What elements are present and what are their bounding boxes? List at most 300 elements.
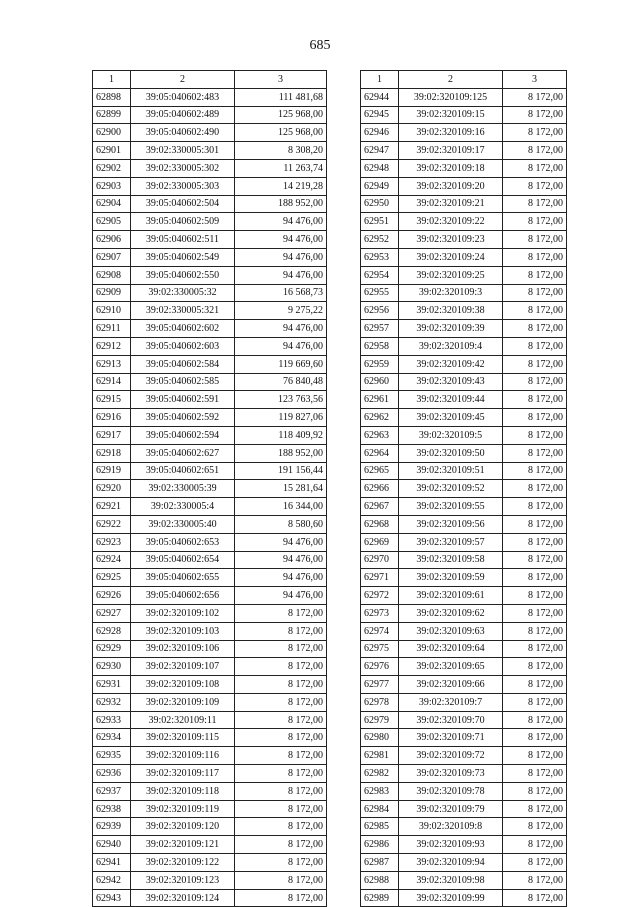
cadastral-value-cell: 8 172,00	[503, 765, 567, 783]
table-row	[93, 711, 327, 729]
cadastral-number-cell: 39:05:040602:489	[131, 106, 235, 124]
cadastral-value-cell: 8 172,00	[503, 604, 567, 622]
cadastral-number-cell: 39:02:320109:122	[131, 854, 235, 872]
row-index-cell: 62928	[93, 622, 131, 640]
table-row	[93, 391, 327, 409]
cadastral-number-cell: 39:05:040602:504	[131, 195, 235, 213]
cadastral-number-cell: 39:02:320109:93	[399, 836, 503, 854]
cadastral-value-cell: 8 172,00	[235, 782, 327, 800]
cadastral-number-cell: 39:02:320109:23	[399, 231, 503, 249]
row-index-cell: 62972	[361, 587, 399, 605]
table-row	[93, 765, 327, 783]
row-index-cell: 62947	[361, 142, 399, 160]
table-row	[93, 533, 327, 551]
cadastral-value-cell: 8 172,00	[503, 195, 567, 213]
row-index-cell: 62974	[361, 622, 399, 640]
table-row	[361, 426, 567, 444]
cadastral-value-cell: 9 275,22	[235, 302, 327, 320]
table-row	[93, 462, 327, 480]
table-row	[93, 248, 327, 266]
cadastral-number-cell: 39:02:320109:61	[399, 587, 503, 605]
cadastral-number-cell: 39:02:330005:303	[131, 177, 235, 195]
cadastral-value-cell: 8 172,00	[503, 373, 567, 391]
table-row	[93, 337, 327, 355]
row-index-cell: 62901	[93, 142, 131, 160]
cadastral-value-cell: 8 172,00	[503, 800, 567, 818]
row-index-cell: 62937	[93, 782, 131, 800]
cadastral-number-cell: 39:02:320109:103	[131, 622, 235, 640]
cadastral-number-cell: 39:05:040602:550	[131, 266, 235, 284]
row-index-cell: 62939	[93, 818, 131, 836]
row-index-cell: 62929	[93, 640, 131, 658]
cadastral-number-cell: 39:02:320109:124	[131, 889, 235, 907]
cadastral-number-cell: 39:02:320109:117	[131, 765, 235, 783]
cadastral-number-cell: 39:02:320109:52	[399, 480, 503, 498]
cadastral-value-cell: 8 172,00	[503, 142, 567, 160]
table-row	[93, 302, 327, 320]
table-row	[361, 213, 567, 231]
table-row	[93, 800, 327, 818]
cadastral-value-cell: 8 172,00	[503, 693, 567, 711]
cadastral-value-cell: 8 172,00	[503, 248, 567, 266]
cadastral-value-cell: 8 172,00	[235, 836, 327, 854]
table-row	[361, 320, 567, 338]
row-index-cell: 62965	[361, 462, 399, 480]
cadastral-number-cell: 39:02:320109:59	[399, 569, 503, 587]
table-row	[361, 622, 567, 640]
cadastral-value-cell: 8 172,00	[235, 765, 327, 783]
cadastral-value-cell: 125 968,00	[235, 124, 327, 142]
row-index-cell: 62955	[361, 284, 399, 302]
cadastral-value-table-right	[360, 70, 567, 907]
table-row	[93, 426, 327, 444]
row-index-cell: 62914	[93, 373, 131, 391]
row-index-cell: 62975	[361, 640, 399, 658]
column-header-index: 1	[93, 71, 131, 89]
cadastral-value-cell: 11 263,74	[235, 159, 327, 177]
cadastral-number-cell: 39:02:320109:42	[399, 355, 503, 373]
row-index-cell: 62924	[93, 551, 131, 569]
table-row	[93, 747, 327, 765]
cadastral-number-cell: 39:02:320109:56	[399, 515, 503, 533]
table-row	[361, 142, 567, 160]
cadastral-value-cell: 8 172,00	[503, 391, 567, 409]
cadastral-number-cell: 39:02:320109:116	[131, 747, 235, 765]
row-index-cell: 62936	[93, 765, 131, 783]
cadastral-number-cell: 39:02:320109:65	[399, 658, 503, 676]
row-index-cell: 62944	[361, 88, 399, 106]
row-index-cell: 62986	[361, 836, 399, 854]
row-index-cell: 62900	[93, 124, 131, 142]
table-row	[361, 248, 567, 266]
cadastral-value-cell: 8 172,00	[503, 533, 567, 551]
row-index-cell: 62934	[93, 729, 131, 747]
cadastral-value-cell: 94 476,00	[235, 551, 327, 569]
row-index-cell: 62973	[361, 604, 399, 622]
cadastral-value-cell: 8 172,00	[503, 515, 567, 533]
cadastral-number-cell: 39:05:040602:585	[131, 373, 235, 391]
table-row	[361, 462, 567, 480]
row-index-cell: 62908	[93, 266, 131, 284]
cadastral-value-cell: 188 952,00	[235, 195, 327, 213]
cadastral-number-cell: 39:02:320109:57	[399, 533, 503, 551]
table-row	[93, 231, 327, 249]
cadastral-number-cell: 39:02:320109:63	[399, 622, 503, 640]
cadastral-number-cell: 39:02:320109:108	[131, 676, 235, 694]
cadastral-value-cell: 8 172,00	[503, 782, 567, 800]
cadastral-value-cell: 8 580,60	[235, 515, 327, 533]
table-header-row	[361, 71, 567, 89]
table-row	[361, 693, 567, 711]
cadastral-value-cell: 94 476,00	[235, 213, 327, 231]
cadastral-value-cell: 8 172,00	[235, 871, 327, 889]
row-index-cell: 62954	[361, 266, 399, 284]
table-row	[93, 889, 327, 907]
cadastral-number-cell: 39:02:320109:22	[399, 213, 503, 231]
cadastral-number-cell: 39:02:320109:16	[399, 124, 503, 142]
row-index-cell: 62977	[361, 676, 399, 694]
table-row	[361, 498, 567, 516]
row-index-cell: 62969	[361, 533, 399, 551]
row-index-cell: 62984	[361, 800, 399, 818]
cadastral-value-cell: 8 172,00	[503, 711, 567, 729]
table-row	[93, 658, 327, 676]
cadastral-value-cell: 188 952,00	[235, 444, 327, 462]
row-index-cell: 62971	[361, 569, 399, 587]
cadastral-number-cell: 39:02:320109:8	[399, 818, 503, 836]
cadastral-value-cell: 8 172,00	[503, 569, 567, 587]
table-row	[93, 159, 327, 177]
row-index-cell: 62943	[93, 889, 131, 907]
cadastral-value-table-left	[92, 70, 327, 907]
cadastral-value-cell: 16 344,00	[235, 498, 327, 516]
cadastral-value-cell: 8 172,00	[235, 711, 327, 729]
cadastral-value-cell: 8 172,00	[503, 836, 567, 854]
cadastral-value-cell: 76 840,48	[235, 373, 327, 391]
cadastral-value-cell: 14 219,28	[235, 177, 327, 195]
cadastral-value-cell: 8 172,00	[503, 426, 567, 444]
cadastral-number-cell: 39:05:040602:591	[131, 391, 235, 409]
cadastral-value-cell: 8 172,00	[503, 337, 567, 355]
cadastral-number-cell: 39:02:320109:66	[399, 676, 503, 694]
row-index-cell: 62948	[361, 159, 399, 177]
table-row	[361, 124, 567, 142]
cadastral-number-cell: 39:02:320109:119	[131, 800, 235, 818]
table-row	[93, 498, 327, 516]
cadastral-value-cell: 8 172,00	[503, 871, 567, 889]
cadastral-number-cell: 39:05:040602:584	[131, 355, 235, 373]
cadastral-value-cell: 8 172,00	[235, 640, 327, 658]
table-row	[93, 320, 327, 338]
row-index-cell: 62964	[361, 444, 399, 462]
row-index-cell: 62917	[93, 426, 131, 444]
table-row	[93, 729, 327, 747]
cadastral-value-cell: 8 172,00	[235, 622, 327, 640]
table-row	[361, 515, 567, 533]
row-index-cell: 62980	[361, 729, 399, 747]
row-index-cell: 62907	[93, 248, 131, 266]
table-row	[361, 106, 567, 124]
table-row	[361, 640, 567, 658]
table-row	[361, 765, 567, 783]
cadastral-value-cell: 8 172,00	[503, 444, 567, 462]
table-row	[93, 480, 327, 498]
table-row	[361, 231, 567, 249]
cadastral-value-cell: 94 476,00	[235, 587, 327, 605]
table-row	[361, 889, 567, 907]
table-row	[361, 195, 567, 213]
row-index-cell: 62967	[361, 498, 399, 516]
cadastral-number-cell: 39:02:320109:118	[131, 782, 235, 800]
cadastral-number-cell: 39:02:320109:125	[399, 88, 503, 106]
table-row	[361, 569, 567, 587]
table-row	[93, 640, 327, 658]
cadastral-number-cell: 39:02:320109:121	[131, 836, 235, 854]
cadastral-value-cell: 8 172,00	[503, 124, 567, 142]
table-row	[93, 551, 327, 569]
row-index-cell: 62940	[93, 836, 131, 854]
table-row	[361, 444, 567, 462]
row-index-cell: 62957	[361, 320, 399, 338]
table-row	[93, 622, 327, 640]
row-index-cell: 62962	[361, 409, 399, 427]
cadastral-number-cell: 39:02:330005:40	[131, 515, 235, 533]
row-index-cell: 62961	[361, 391, 399, 409]
table-row	[361, 711, 567, 729]
table-row	[361, 533, 567, 551]
cadastral-value-cell: 8 172,00	[503, 106, 567, 124]
cadastral-value-cell: 119 827,06	[235, 409, 327, 427]
table-row	[93, 142, 327, 160]
row-index-cell: 62923	[93, 533, 131, 551]
row-index-cell: 62942	[93, 871, 131, 889]
cadastral-number-cell: 39:02:320109:55	[399, 498, 503, 516]
table-row	[361, 836, 567, 854]
table-row	[361, 302, 567, 320]
row-index-cell: 62930	[93, 658, 131, 676]
row-index-cell: 62918	[93, 444, 131, 462]
cadastral-number-cell: 39:02:320109:18	[399, 159, 503, 177]
cadastral-value-cell: 8 172,00	[503, 622, 567, 640]
table-row	[93, 444, 327, 462]
cadastral-number-cell: 39:02:320109:94	[399, 854, 503, 872]
cadastral-value-cell: 8 172,00	[235, 658, 327, 676]
cadastral-value-cell: 111 481,68	[235, 88, 327, 106]
table-row	[93, 195, 327, 213]
cadastral-value-cell: 8 172,00	[235, 854, 327, 872]
table-row	[361, 587, 567, 605]
cadastral-value-cell: 118 409,92	[235, 426, 327, 444]
cadastral-number-cell: 39:02:320109:15	[399, 106, 503, 124]
cadastral-number-cell: 39:02:320109:120	[131, 818, 235, 836]
cadastral-value-cell: 191 156,44	[235, 462, 327, 480]
cadastral-value-cell: 8 172,00	[503, 818, 567, 836]
row-index-cell: 62978	[361, 693, 399, 711]
table-row	[361, 676, 567, 694]
row-index-cell: 62925	[93, 569, 131, 587]
table-row	[93, 106, 327, 124]
cadastral-number-cell: 39:02:320109:51	[399, 462, 503, 480]
cadastral-number-cell: 39:02:330005:321	[131, 302, 235, 320]
cadastral-number-cell: 39:05:040602:490	[131, 124, 235, 142]
row-index-cell: 62902	[93, 159, 131, 177]
table-row	[93, 854, 327, 872]
row-index-cell: 62916	[93, 409, 131, 427]
cadastral-value-cell: 8 172,00	[503, 551, 567, 569]
row-index-cell: 62910	[93, 302, 131, 320]
cadastral-value-cell: 8 172,00	[503, 302, 567, 320]
cadastral-number-cell: 39:02:320109:102	[131, 604, 235, 622]
cadastral-value-cell: 8 172,00	[235, 729, 327, 747]
row-index-cell: 62919	[93, 462, 131, 480]
row-index-cell: 62905	[93, 213, 131, 231]
cadastral-value-cell: 8 172,00	[503, 854, 567, 872]
row-index-cell: 62949	[361, 177, 399, 195]
row-index-cell: 62956	[361, 302, 399, 320]
table-row	[361, 266, 567, 284]
cadastral-number-cell: 39:02:330005:32	[131, 284, 235, 302]
row-index-cell: 62915	[93, 391, 131, 409]
cadastral-number-cell: 39:02:320109:24	[399, 248, 503, 266]
table-row	[361, 658, 567, 676]
row-index-cell: 62985	[361, 818, 399, 836]
table-row	[361, 284, 567, 302]
row-index-cell: 62982	[361, 765, 399, 783]
cadastral-value-cell: 8 172,00	[503, 355, 567, 373]
cadastral-number-cell: 39:02:320109:38	[399, 302, 503, 320]
cadastral-value-cell: 16 568,73	[235, 284, 327, 302]
table-row	[93, 177, 327, 195]
cadastral-number-cell: 39:05:040602:656	[131, 587, 235, 605]
row-index-cell: 62906	[93, 231, 131, 249]
cadastral-number-cell: 39:05:040602:655	[131, 569, 235, 587]
cadastral-value-cell: 8 172,00	[235, 604, 327, 622]
cadastral-number-cell: 39:02:320109:39	[399, 320, 503, 338]
table-row	[93, 355, 327, 373]
row-index-cell: 62958	[361, 337, 399, 355]
table-row	[361, 159, 567, 177]
cadastral-value-cell: 8 172,00	[503, 320, 567, 338]
cadastral-number-cell: 39:02:320109:17	[399, 142, 503, 160]
row-index-cell: 62913	[93, 355, 131, 373]
table-row	[93, 676, 327, 694]
row-index-cell: 62988	[361, 871, 399, 889]
row-index-cell: 62945	[361, 106, 399, 124]
cadastral-number-cell: 39:02:320109:43	[399, 373, 503, 391]
table-row	[93, 213, 327, 231]
table-row	[361, 747, 567, 765]
row-index-cell: 62979	[361, 711, 399, 729]
row-index-cell: 62909	[93, 284, 131, 302]
table-row	[93, 836, 327, 854]
row-index-cell: 62950	[361, 195, 399, 213]
row-index-cell: 62904	[93, 195, 131, 213]
cadastral-number-cell: 39:02:320109:64	[399, 640, 503, 658]
cadastral-number-cell: 39:02:320109:78	[399, 782, 503, 800]
column-header-value: 3	[503, 71, 567, 89]
row-index-cell: 62935	[93, 747, 131, 765]
table-row	[361, 854, 567, 872]
row-index-cell: 62938	[93, 800, 131, 818]
cadastral-number-cell: 39:05:040602:594	[131, 426, 235, 444]
cadastral-value-cell: 8 172,00	[503, 88, 567, 106]
cadastral-number-cell: 39:05:040602:603	[131, 337, 235, 355]
table-row	[361, 782, 567, 800]
cadastral-value-cell: 8 172,00	[503, 462, 567, 480]
table-row	[361, 177, 567, 195]
table-row	[361, 604, 567, 622]
row-index-cell: 62963	[361, 426, 399, 444]
row-index-cell: 62960	[361, 373, 399, 391]
cadastral-number-cell: 39:05:040602:509	[131, 213, 235, 231]
cadastral-number-cell: 39:02:330005:4	[131, 498, 235, 516]
cadastral-value-cell: 8 172,00	[503, 676, 567, 694]
cadastral-value-cell: 8 172,00	[503, 284, 567, 302]
cadastral-value-cell: 8 172,00	[503, 266, 567, 284]
cadastral-value-cell: 8 172,00	[503, 658, 567, 676]
table-row	[93, 871, 327, 889]
cadastral-value-cell: 8 172,00	[503, 177, 567, 195]
table-row	[361, 729, 567, 747]
row-index-cell: 62953	[361, 248, 399, 266]
column-header-cadastral-number: 2	[399, 71, 503, 89]
cadastral-number-cell: 39:02:320109:11	[131, 711, 235, 729]
cadastral-number-cell: 39:02:320109:44	[399, 391, 503, 409]
cadastral-number-cell: 39:05:040602:602	[131, 320, 235, 338]
cadastral-value-cell: 119 669,60	[235, 355, 327, 373]
table-row	[93, 266, 327, 284]
cadastral-value-cell: 94 476,00	[235, 231, 327, 249]
cadastral-value-cell: 8 172,00	[503, 640, 567, 658]
cadastral-number-cell: 39:02:320109:45	[399, 409, 503, 427]
cadastral-value-cell: 8 172,00	[235, 889, 327, 907]
cadastral-number-cell: 39:05:040602:651	[131, 462, 235, 480]
row-index-cell: 62946	[361, 124, 399, 142]
table-row	[361, 88, 567, 106]
row-index-cell: 62899	[93, 106, 131, 124]
cadastral-number-cell: 39:02:330005:302	[131, 159, 235, 177]
row-index-cell: 62952	[361, 231, 399, 249]
table-row	[361, 355, 567, 373]
cadastral-number-cell: 39:05:040602:483	[131, 88, 235, 106]
cadastral-number-cell: 39:02:320109:107	[131, 658, 235, 676]
row-index-cell: 62987	[361, 854, 399, 872]
cadastral-value-cell: 8 172,00	[503, 231, 567, 249]
row-index-cell: 62932	[93, 693, 131, 711]
table-row	[361, 409, 567, 427]
row-index-cell: 62941	[93, 854, 131, 872]
row-index-cell: 62926	[93, 587, 131, 605]
cadastral-number-cell: 39:05:040602:654	[131, 551, 235, 569]
row-index-cell: 62951	[361, 213, 399, 231]
row-index-cell: 62911	[93, 320, 131, 338]
column-header-cadastral-number: 2	[131, 71, 235, 89]
cadastral-value-cell: 125 968,00	[235, 106, 327, 124]
row-index-cell: 62898	[93, 88, 131, 106]
row-index-cell: 62920	[93, 480, 131, 498]
cadastral-value-cell: 8 172,00	[503, 747, 567, 765]
cadastral-number-cell: 39:05:040602:511	[131, 231, 235, 249]
cadastral-value-cell: 8 172,00	[235, 676, 327, 694]
cadastral-number-cell: 39:02:320109:115	[131, 729, 235, 747]
cadastral-number-cell: 39:02:320109:70	[399, 711, 503, 729]
table-row	[361, 871, 567, 889]
cadastral-value-cell: 94 476,00	[235, 320, 327, 338]
cadastral-number-cell: 39:05:040602:549	[131, 248, 235, 266]
table-row	[361, 800, 567, 818]
cadastral-number-cell: 39:02:320109:4	[399, 337, 503, 355]
cadastral-number-cell: 39:02:320109:73	[399, 765, 503, 783]
